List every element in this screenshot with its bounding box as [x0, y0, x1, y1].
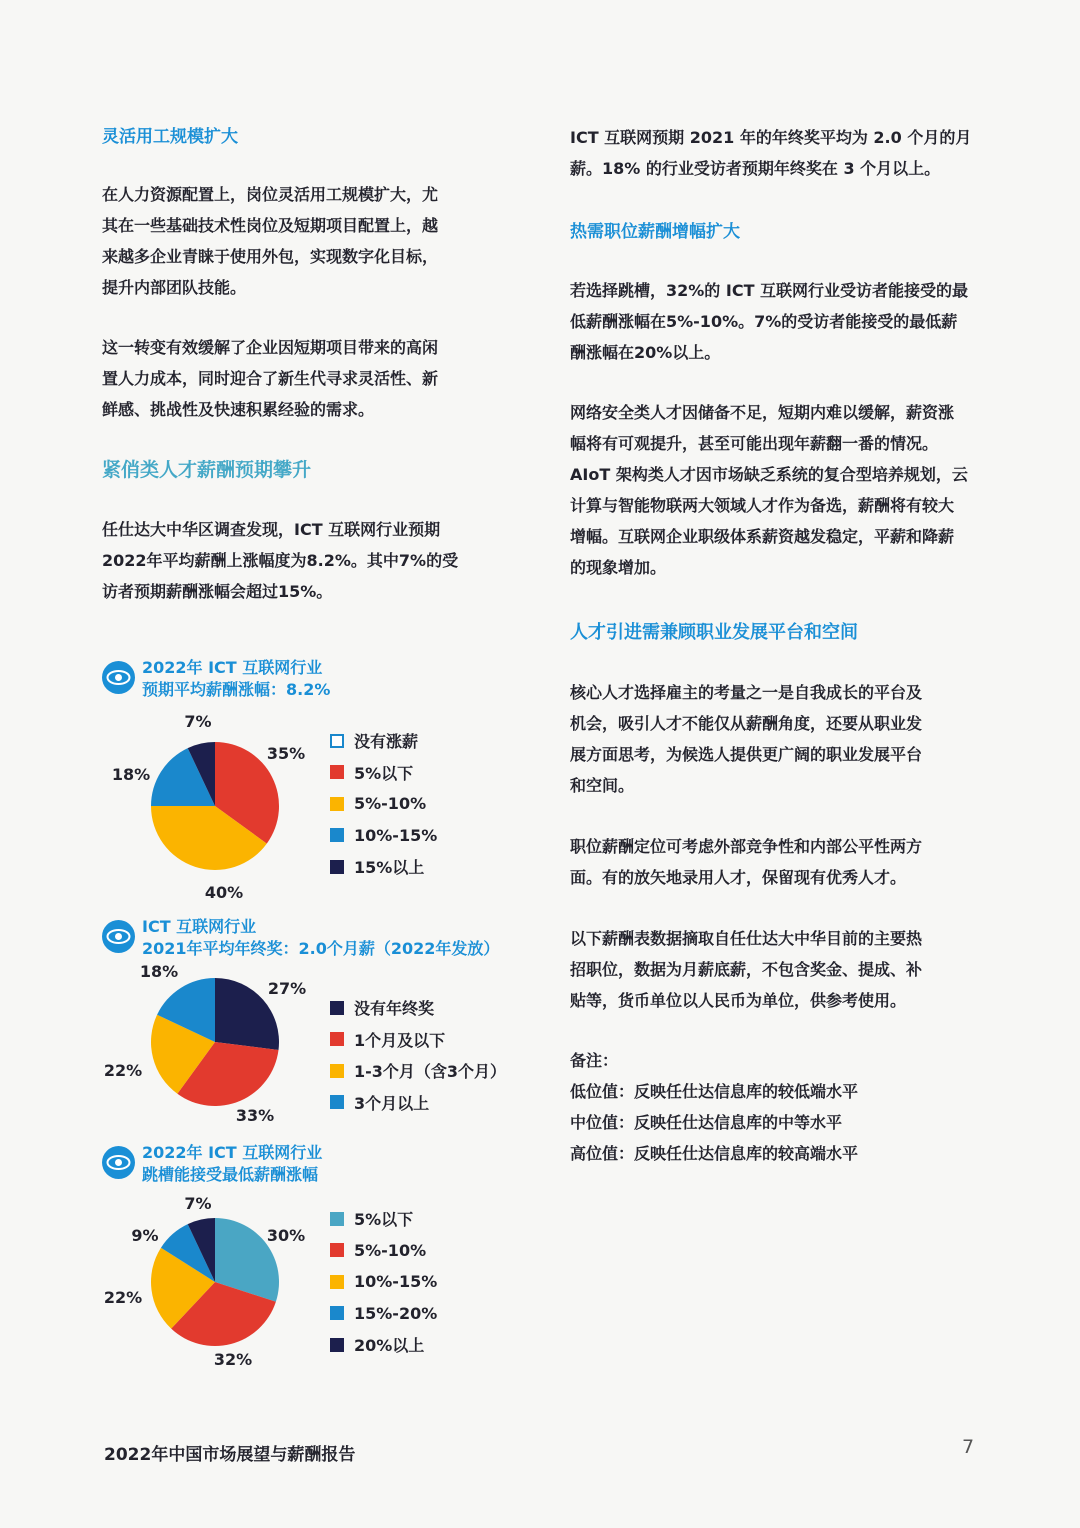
legend-item: [330, 1087, 506, 1119]
paragraph-line: 来越多企业青睐于使用外包，实现数字化目标，: [102, 247, 439, 266]
legend-label: 5%以下: [354, 1210, 414, 1230]
chart-title-line: 2022年 ICT 互联网行业: [142, 658, 323, 677]
legend-label: 5%-10%: [354, 794, 427, 814]
paragraph-flexible-1: [102, 179, 502, 303]
legend-swatch: [330, 1212, 344, 1226]
chart-3-pie: [100, 1188, 330, 1373]
legend-label: 5%-10%: [354, 1240, 427, 1260]
pie-slice-label: 22%: [103, 1288, 143, 1307]
legend-swatch: [330, 860, 344, 874]
legend-swatch: [330, 1338, 344, 1352]
paragraph-line: 薪。18% 的行业受访者预期年终奖在 3 个月以上。: [570, 159, 941, 178]
pie-slice-label: 9%: [131, 1226, 159, 1245]
legend-swatch: [330, 1032, 344, 1046]
legend-item: [330, 1298, 437, 1330]
paragraph-hot-jobs-2: [570, 397, 1000, 583]
legend-label: 15%以上: [354, 858, 425, 878]
legend-item: [330, 1235, 437, 1267]
legend-label: 10%-15%: [354, 825, 438, 845]
paragraph-line: 计算与智能物联两大领域人才作为备选，薪酬将有较大: [570, 496, 955, 515]
paragraph-flexible-2: [102, 332, 502, 425]
page-number: 7: [962, 1436, 975, 1458]
paragraph-career-2: [570, 831, 1000, 893]
pie-slice-label: 30%: [266, 1226, 306, 1245]
eye-icon: [102, 1146, 135, 1179]
pie-slice-label: 22%: [103, 1061, 143, 1080]
chart-title-line: 预期平均薪酬涨幅：8.2%: [142, 680, 331, 699]
legend-label: 没有涨薪: [354, 732, 419, 752]
legend-swatch: [330, 797, 344, 811]
pie-slice-label: 7%: [184, 712, 212, 731]
paragraph-line: 2022年平均薪酬上涨幅度为8.2%。其中7%的受: [102, 551, 459, 570]
paragraph-talent-salary: [102, 514, 502, 607]
paragraph-line: 任仕达大中华区调查发现，ICT 互联网行业预期: [102, 520, 441, 539]
legend-swatch: [330, 1306, 344, 1320]
paragraph-line: 以下薪酬表数据摘取自任仕达大中华目前的主要热: [570, 929, 923, 948]
paragraph-line: 幅将有可观提升，甚至可能出现年薪翻一番的情况。: [570, 434, 939, 453]
paragraph-line: 访者预期薪酬涨幅会超过15%。: [102, 582, 333, 601]
legend-swatch: [330, 828, 344, 842]
paragraph-line: 面。有的放矢地录用人才，保留现有优秀人才。: [570, 868, 907, 887]
paragraph-line: 职位薪酬定位可考虑外部竞争性和内部公平性两方: [570, 837, 923, 856]
paragraph-line: 核心人才选择雇主的考量之一是自我成长的平台及: [570, 683, 923, 702]
paragraph-line: 展方面思考，为候选人提供更广阔的职业发展平台: [570, 745, 923, 764]
section-title-career-platform: 人才引进需兼顾职业发展平台和空间: [570, 622, 858, 643]
paragraph-line: 机会，吸引人才不能仅从薪酬角度，还要从职业发: [570, 714, 923, 733]
legend-item: [330, 1329, 437, 1361]
pie-slice-label: 18%: [111, 765, 151, 784]
pie-slice-label: 35%: [266, 744, 306, 763]
legend-label: 1个月及以下: [354, 1030, 446, 1050]
legend-item: [330, 788, 437, 820]
legend-swatch: [330, 1095, 344, 1109]
chart-3-header: [102, 1142, 542, 1192]
pie-slice-label: 27%: [267, 979, 307, 998]
notes-heading: 备注：: [570, 1051, 619, 1070]
paragraph-bonus: [570, 122, 1000, 184]
chart-1-title: [142, 657, 330, 701]
note-low: 低位值：反映任仕达信息库的较低端水平: [570, 1082, 859, 1101]
legend-item: [330, 1055, 506, 1087]
paragraph-line: AIoT 架构类人才因市场缺乏系统的复合型培养规划，云: [570, 465, 968, 484]
section-title-flexible-employment: 灵活用工规模扩大: [102, 127, 238, 147]
paragraph-line: ICT 互联网预期 2021 年的年终奖平均为 2.0 个月的月: [570, 128, 972, 147]
legend-swatch: [330, 765, 344, 779]
note-high: 高位值：反映任仕达信息库的较高端水平: [570, 1144, 859, 1163]
chart-title-line: ICT 互联网行业: [142, 917, 257, 936]
legend-label: 15%-20%: [354, 1303, 438, 1323]
paragraph-line: 贴等，货币单位以人民币为单位，供参考使用。: [570, 991, 907, 1010]
legend-swatch: [330, 1275, 344, 1289]
pie-slice-label: 7%: [184, 1194, 212, 1213]
legend-swatch: [330, 1064, 344, 1078]
legend-label: 10%-15%: [354, 1272, 438, 1292]
eye-icon: [102, 920, 135, 953]
footer-report-title: 2022年中国市场展望与薪酬报告: [104, 1445, 356, 1465]
pie-slice-label: 40%: [204, 883, 244, 902]
pie-slice-label: 18%: [139, 962, 179, 981]
chart-2-title: [142, 916, 499, 960]
paragraph-line: 低薪酬涨幅在5%-10%。7%的受访者能接受的最低薪: [570, 312, 958, 331]
legend-label: 1-3个月（含3个月）: [354, 1062, 507, 1082]
section-title-hot-jobs: 热需职位薪酬增幅扩大: [570, 222, 740, 242]
legend-label: 3个月以上: [354, 1093, 430, 1113]
chart-title-line: 2021年平均年终奖：2.0个月薪（2022年发放）: [142, 939, 500, 958]
paragraph-career-3: [570, 923, 1000, 1016]
pie-slice-label: 32%: [213, 1350, 253, 1369]
paragraph-career-1: [570, 677, 1000, 801]
legend-swatch: [330, 1243, 344, 1257]
chart-1-legend: [330, 725, 437, 883]
legend-swatch: [330, 1001, 344, 1015]
paragraph-line: 酬涨幅在20%以上。: [570, 343, 721, 362]
legend-item: [330, 725, 437, 757]
chart-title-line: 2022年 ICT 互联网行业: [142, 1143, 323, 1162]
chart-3-legend: [330, 1203, 437, 1361]
paragraph-line: 招职位，数据为月薪底薪，不包含奖金、提成、补: [570, 960, 923, 979]
legend-label: 20%以上: [354, 1336, 425, 1356]
chart-1-header: [102, 657, 542, 707]
notes-block: [570, 1045, 1000, 1169]
note-mid: 中位值：反映任仕达信息库的中等水平: [570, 1113, 843, 1132]
paragraph-line: 的现象增加。: [570, 558, 667, 577]
paragraph-line: 若选择跳槽，32%的 ICT 互联网行业受访者能接受的最: [570, 281, 969, 300]
legend-label: 5%以下: [354, 763, 414, 783]
paragraph-line: 鲜感、挑战性及快速积累经验的需求。: [102, 400, 375, 419]
legend-item: [330, 757, 437, 789]
legend-label: 没有年终奖: [354, 999, 435, 1019]
legend-item: [330, 1203, 437, 1235]
paragraph-line: 提升内部团队技能。: [102, 278, 247, 297]
paragraph-line: 在人力资源配置上，岗位灵活用工规模扩大，尤: [102, 185, 439, 204]
paragraph-line: 这一转变有效缓解了企业因短期项目带来的高闲: [102, 338, 439, 357]
paragraph-hot-jobs-1: [570, 275, 1000, 368]
paragraph-line: 其在一些基础技术性岗位及短期项目配置上，越: [102, 216, 439, 235]
legend-item: [330, 820, 437, 852]
legend-item: [330, 1266, 437, 1298]
paragraph-line: 和空间。: [570, 776, 635, 795]
eye-icon: [102, 661, 135, 694]
chart-3-title: [142, 1142, 322, 1186]
chart-1-pie: [100, 705, 330, 910]
chart-2-legend: [330, 992, 506, 1118]
paragraph-line: 置人力成本，同时迎合了新生代寻求灵活性、新: [102, 369, 439, 388]
paragraph-line: 增幅。互联网企业职级体系薪资越发稳定，平薪和降薪: [570, 527, 955, 546]
legend-item: [330, 851, 437, 883]
chart-title-line: 跳槽能接受最低薪酬涨幅: [142, 1165, 319, 1184]
legend-item: [330, 992, 506, 1024]
pie-slice-label: 33%: [235, 1106, 275, 1125]
legend-swatch: [330, 734, 344, 748]
chart-2-pie: [100, 955, 330, 1135]
legend-item: [330, 1024, 506, 1056]
paragraph-line: 网络安全类人才因储备不足，短期内难以缓解，薪资涨: [570, 403, 955, 422]
section-title-talent-salary: 紧俏类人才薪酬预期攀升: [102, 459, 312, 481]
